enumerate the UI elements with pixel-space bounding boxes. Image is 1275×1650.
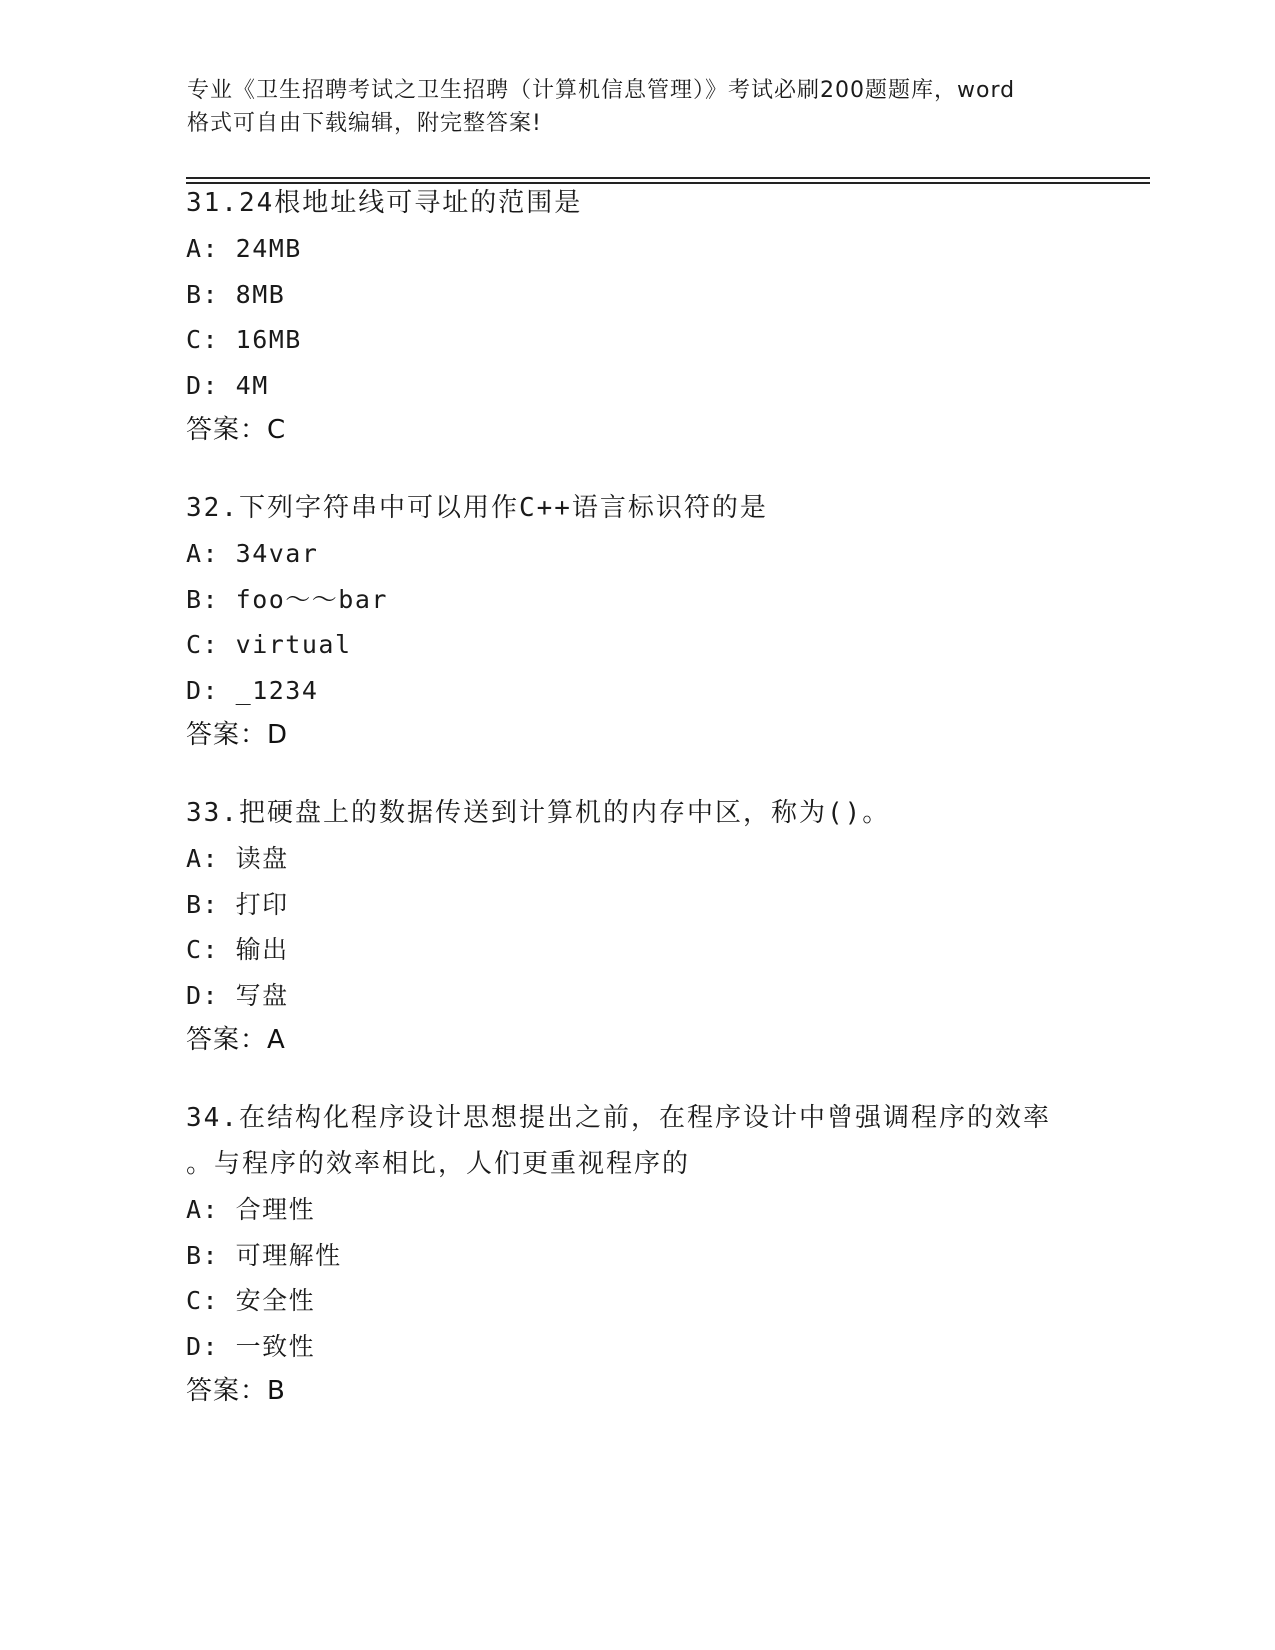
- question-33: [186, 790, 1086, 1063]
- answer-label: 答案：C: [186, 415, 287, 445]
- option-c: C: 输出: [186, 935, 289, 964]
- header-divider-top: [186, 177, 1150, 179]
- answer-label: 答案：A: [186, 1025, 286, 1055]
- question-text-continued: 。与程序的效率相比，人们更重视程序的: [186, 1149, 691, 1179]
- option-c: C: virtual: [186, 630, 352, 659]
- option-c: C: 安全性: [186, 1286, 316, 1315]
- option-b: B: 打印: [186, 889, 289, 919]
- question-text: 31.24根地址线可寻址的范围是: [186, 188, 583, 218]
- option-a: A: 读盘: [186, 844, 289, 873]
- answer-label: 答案：B: [186, 1376, 286, 1406]
- option-a: A: 24MB: [186, 234, 302, 263]
- option-d: D: 4M: [186, 370, 269, 400]
- answer-label: 答案：D: [186, 720, 289, 750]
- option-b: B: foo～～bar: [186, 584, 388, 614]
- question-34: [186, 1095, 1086, 1414]
- option-c: C: 16MB: [186, 325, 302, 354]
- document-header: [187, 74, 1087, 140]
- option-d: D: 写盘: [186, 980, 289, 1010]
- question-31: [186, 180, 1086, 453]
- option-b: B: 可理解性: [186, 1240, 342, 1270]
- question-text: 34.在结构化程序设计思想提出之前，在程序设计中曾强调程序的效率: [186, 1103, 1051, 1133]
- option-a: A: 合理性: [186, 1195, 316, 1224]
- option-b: B: 8MB: [186, 279, 286, 309]
- question-text: 33.把硬盘上的数据传送到计算机的内存中区，称为()。: [186, 798, 891, 828]
- header-line-1: 专业《卫生招聘考试之卫生招聘（计算机信息管理）》考试必刷200题题库，word: [187, 78, 1016, 103]
- question-32: [186, 485, 1086, 758]
- option-d: D: 一致性: [186, 1331, 316, 1361]
- option-d: D: _1234: [186, 675, 319, 705]
- option-a: A: 34var: [186, 539, 319, 568]
- question-text: 32.下列字符串中可以用作C++语言标识符的是: [186, 493, 768, 523]
- header-line-2: 格式可自由下载编辑，附完整答案!: [187, 111, 542, 136]
